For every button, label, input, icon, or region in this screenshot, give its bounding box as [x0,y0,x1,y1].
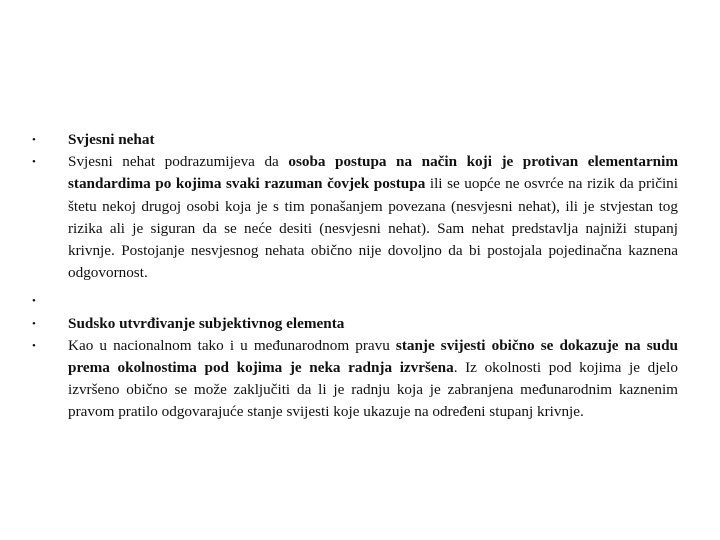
list-item-definition [32,151,678,284]
text-run: . Iz okolnosti pod kojima je djelo izvršeno obično se može zaključiti da li je radnju koja je zabranjena međunarodnim kaznenim pravom pratilo odgovarajuće stanje svijesti koje ukazuje na određeni stupanj krivnje. [68,359,678,421]
bullet-icon: • [32,134,36,146]
emphasized-text: Sudsko utvrđivanje subjektivnog elementa [68,314,345,332]
bullet-icon: • [32,317,36,330]
item-text [68,335,678,424]
bullet-icon: • [32,339,36,352]
emphasized-text: osoba postupa na način koji je protivan elementarnim standardima po kojima svaki razuman čovjek postupa [68,153,678,193]
bullet-icon: • [32,156,36,169]
emphasized-text: stanje svijesti obično se dokazuje na sudu prema okolnostima pod kojima je neka radnja izvršena [68,336,678,377]
item-text [68,129,678,151]
text-run: Svjesni nehat podrazumijeva da [68,153,289,171]
list-item-empty [32,290,678,312]
item-text [68,151,678,284]
bullet-icon: • [32,295,36,308]
item-text [68,313,678,335]
emphasized-text: Svjesni nehat [68,131,155,148]
text-run: Kao u nacionalnom tako i u međunarodnom pravu [68,336,396,354]
list-item-state-of-mind [32,335,678,424]
list-item-heading-conscious-negligence [32,129,678,151]
text-run: ili se uopće ne osvrće na rizik da pričini štetu nekoj drugoj osobi koja je s tim ponašanjem povezana (nesvjesni nehat), ili je stvjestan tog rizika ali je siguran da se neće desiti (nesvjesni nehat). Sam nehat predstavlja najniži stupanj krivnje. Postojanje nesvjesnog nehata obično nije dovoljno da bi postojala pojedinačna kaznena odgovornost. [68,175,678,282]
bullet-list [32,129,678,424]
list-item-heading-judicial-determination [32,313,678,335]
